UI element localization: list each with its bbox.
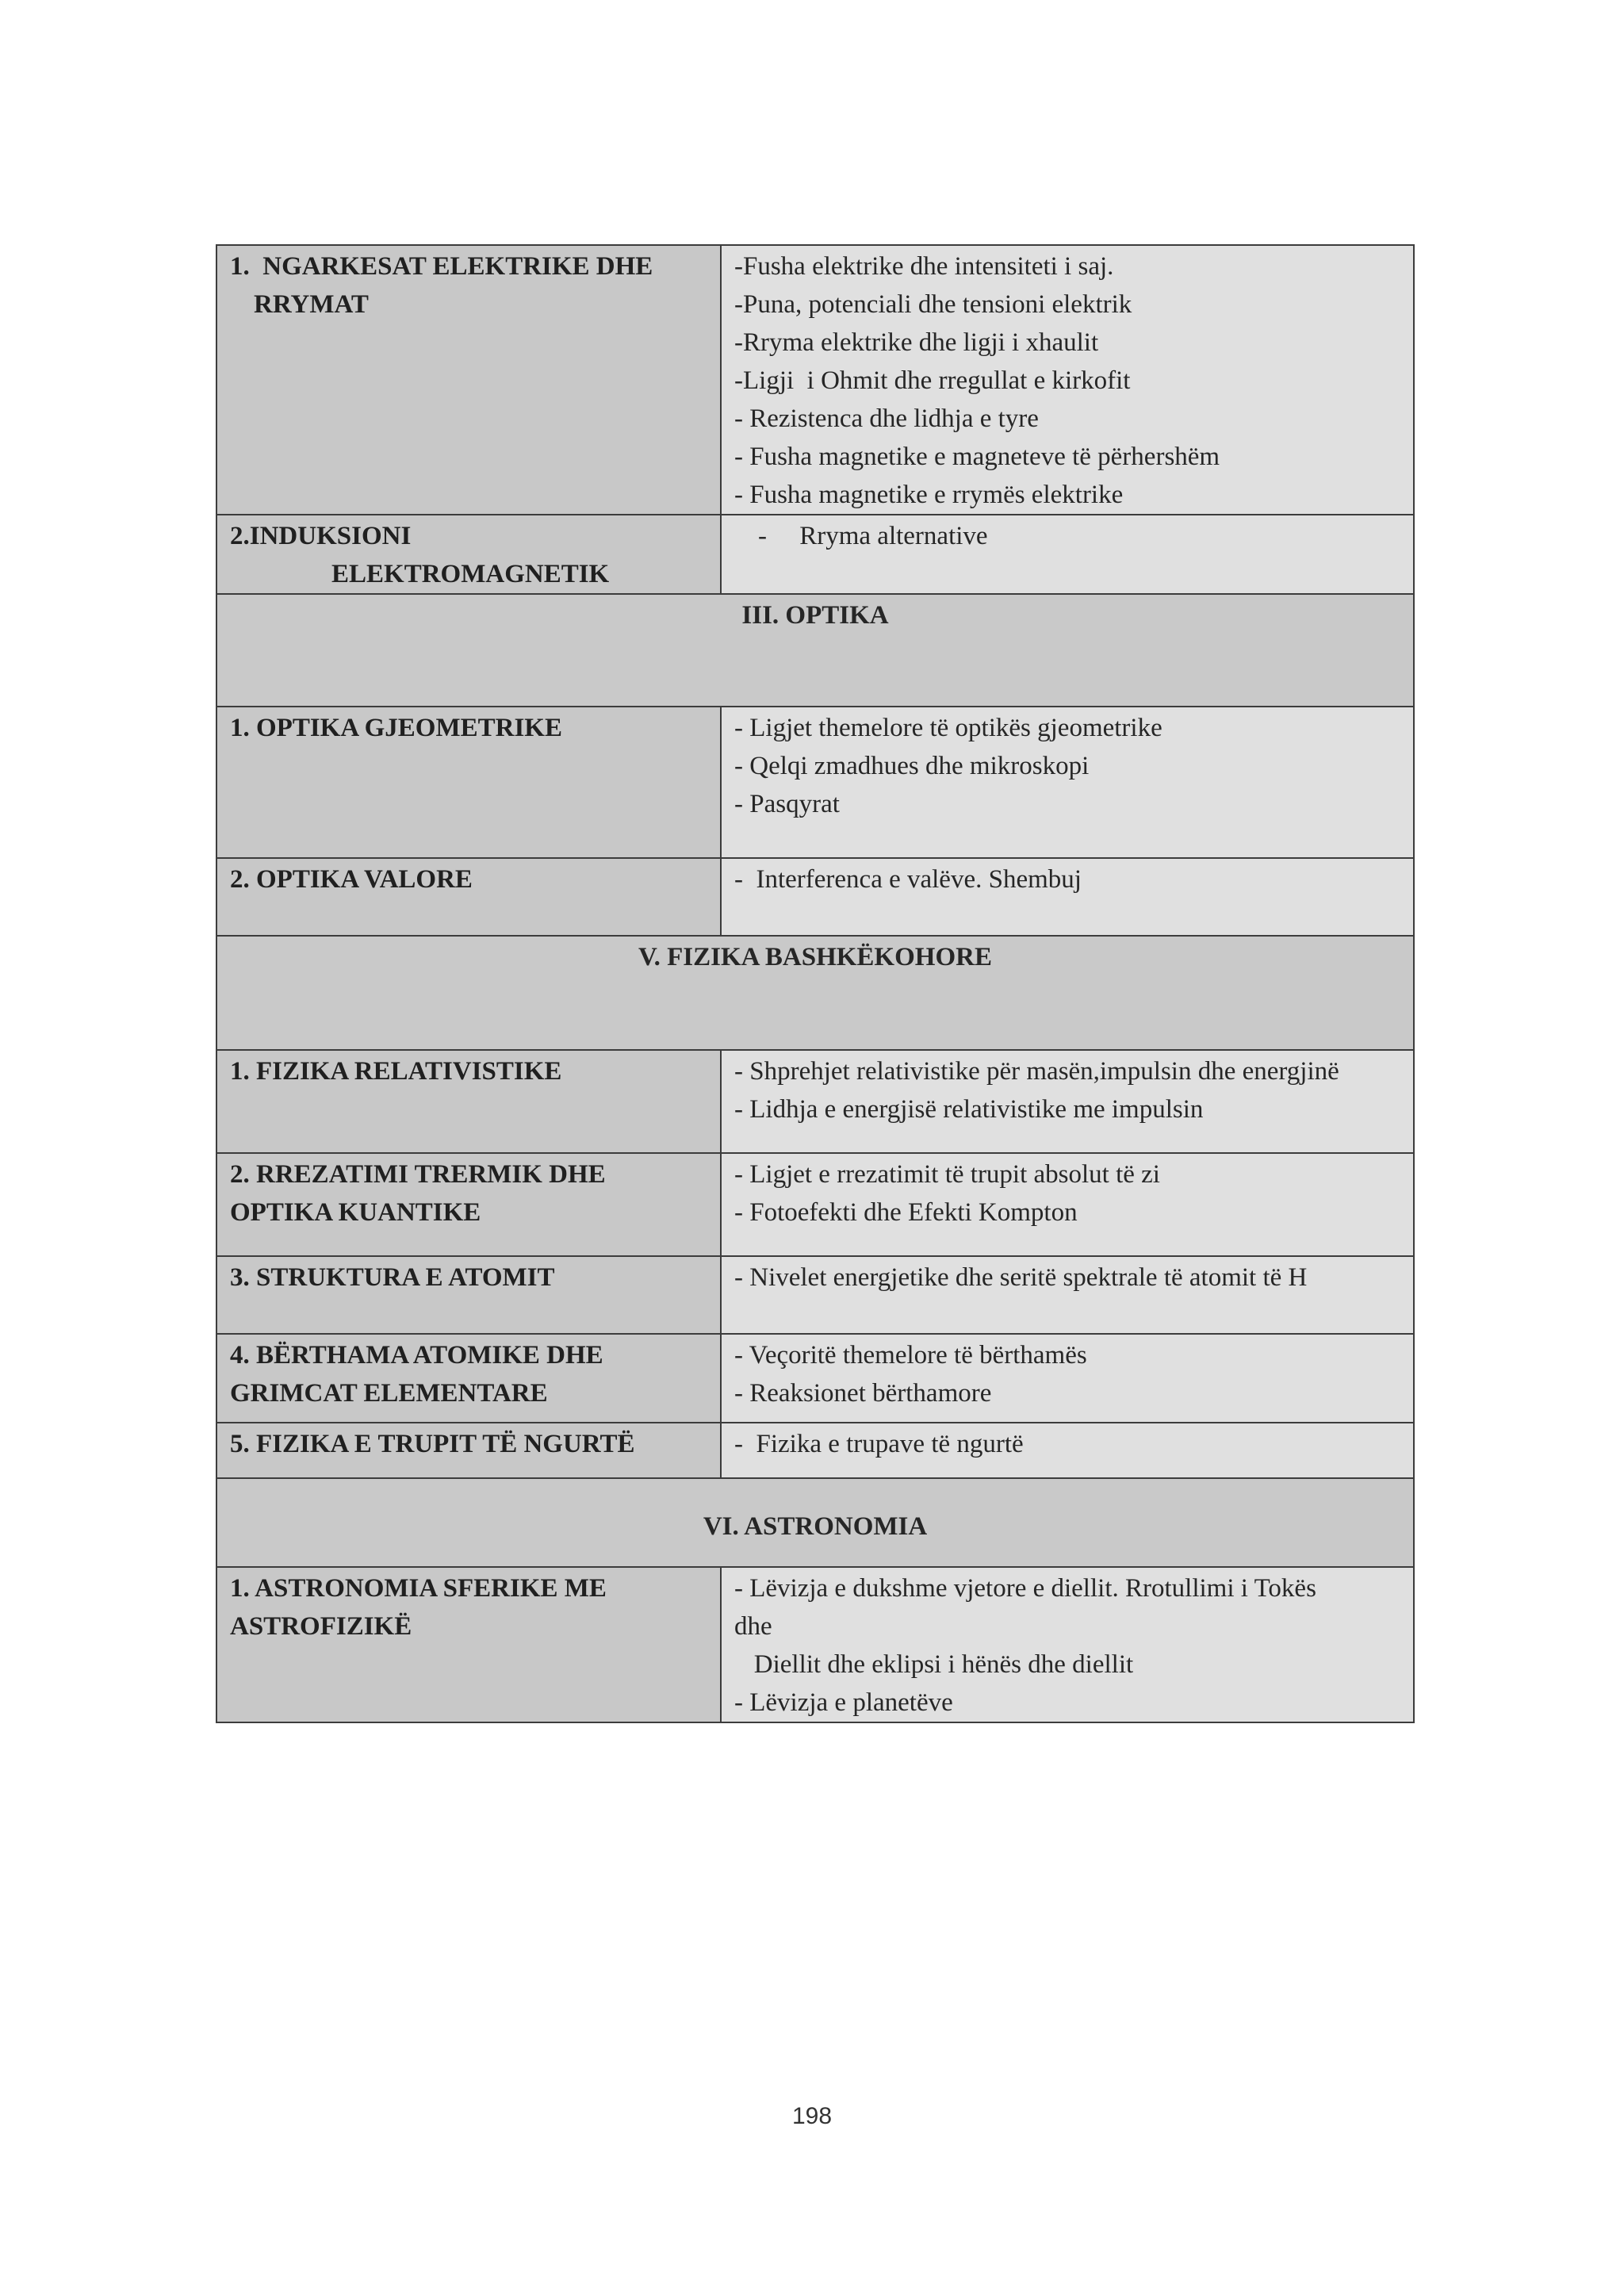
section-heading: III. OPTIKA [216, 594, 1414, 707]
content-cell [721, 1256, 1414, 1334]
topic-line: ASTROFIZIKË [230, 1612, 412, 1641]
content-line: Diellit dhe eklipsi i hënës dhe diellit [734, 1650, 1134, 1679]
topic-cell [216, 245, 721, 515]
topic-line: 2.INDUKSIONI [230, 522, 412, 550]
topic-line: 1. ASTRONOMIA SFERIKE ME [230, 1574, 607, 1603]
content-line: - Fusha magnetike e rrymës elektrike [734, 481, 1124, 509]
content-line: - Ligjet themelore të optikës gjeometrike [734, 714, 1162, 742]
topic-line: 1. FIZIKA RELATIVISTIKE [230, 1057, 562, 1086]
content-cell [721, 1567, 1414, 1722]
content-line: - Interferenca e valëve. Shembuj [734, 865, 1082, 894]
content-cell [721, 1334, 1414, 1423]
content-line: -Fusha elektrike dhe intensiteti i saj. [734, 252, 1114, 281]
topic-cell [216, 858, 721, 936]
topic-line: 1. OPTIKA GJEOMETRIKE [230, 714, 562, 742]
content-line: - Veçoritë themelore të bërthamës [734, 1341, 1087, 1370]
section-heading: V. FIZIKA BASHKËKOHORE [216, 936, 1414, 1050]
topic-cell [216, 1153, 721, 1256]
content-cell [721, 515, 1414, 594]
table-row [216, 245, 1414, 515]
section-heading: VI. ASTRONOMIA [216, 1478, 1414, 1567]
content-line: - Lidhja e energjisë relativistike me impulsin [734, 1095, 1204, 1124]
content-cell [721, 1050, 1414, 1153]
content-line: -Puna, potenciali dhe tensioni elektrik [734, 290, 1132, 319]
topic-cell [216, 1256, 721, 1334]
content-line: - Rezistenca dhe lidhja e tyre [734, 404, 1039, 433]
topic-line: 5. FIZIKA E TRUPIT TË NGURTË [230, 1430, 635, 1458]
page-number: 198 [791, 2103, 833, 2129]
section-row [216, 1478, 1414, 1567]
topic-line: 4. BËRTHAMA ATOMIKE DHE [230, 1341, 603, 1370]
table-row [216, 858, 1414, 936]
topic-cell [216, 1423, 721, 1478]
content-cell [721, 1153, 1414, 1256]
syllabus-table [216, 244, 1415, 1723]
content-line: - Fotoefekti dhe Efekti Kompton [734, 1198, 1078, 1227]
content-line: - Pasqyrat [734, 790, 840, 818]
topic-line: ELEKTROMAGNETIK [331, 560, 610, 588]
content-line: - Nivelet energjetike dhe seritë spektrale të atomit të H [734, 1263, 1308, 1292]
topic-line: 3. STRUKTURA E ATOMIT [230, 1263, 555, 1292]
content-cell [721, 1423, 1414, 1478]
content-cell [721, 707, 1414, 858]
content-line: - Qelqi zmadhues dhe mikroskopi [734, 752, 1090, 780]
section-row [216, 594, 1414, 707]
content-cell [721, 245, 1414, 515]
topic-line: OPTIKA KUANTIKE [230, 1198, 481, 1227]
content-line: - Reaksionet bërthamore [734, 1379, 992, 1408]
topic-cell [216, 1567, 721, 1722]
topic-cell [216, 1050, 721, 1153]
content-line: - Rryma alternative [758, 522, 988, 550]
table-row [216, 1423, 1414, 1478]
table-row [216, 1256, 1414, 1334]
table-row [216, 1153, 1414, 1256]
content-line: - Fusha magnetike e magneteve të përhershëm [734, 442, 1220, 471]
topic-line: 2. RREZATIMI TRERMIK DHE [230, 1160, 606, 1189]
table-row [216, 1567, 1414, 1722]
section-row [216, 936, 1414, 1050]
content-line: -Rryma elektrike dhe ligji i xhaulit [734, 328, 1099, 357]
table-row [216, 707, 1414, 858]
topic-line: 1. NGARKESAT ELEKTRIKE DHE [230, 252, 653, 281]
content-line: -Ligji i Ohmit dhe rregullat e kirkofit [734, 366, 1131, 395]
topic-cell [216, 515, 721, 594]
content-line: - Lëvizja e dukshme vjetore e diellit. Rrotullimi i Tokës [734, 1574, 1316, 1603]
content-line: - Fizika e trupave të ngurtë [734, 1430, 1024, 1458]
content-line: - Lëvizja e planetëve [734, 1688, 953, 1717]
table-row [216, 1334, 1414, 1423]
topic-cell [216, 707, 721, 858]
topic-line: 2. OPTIKA VALORE [230, 865, 473, 894]
topic-line: RRYMAT [254, 290, 369, 319]
topic-line: GRIMCAT ELEMENTARE [230, 1379, 548, 1408]
table-row [216, 515, 1414, 594]
content-line: dhe [734, 1612, 772, 1641]
content-line: - Shprehjet relativistike për masën,impulsin dhe energjinë [734, 1057, 1339, 1086]
topic-cell [216, 1334, 721, 1423]
content-line: - Ligjet e rrezatimit të trupit absolut të zi [734, 1160, 1160, 1189]
table-row [216, 1050, 1414, 1153]
content-cell [721, 858, 1414, 936]
